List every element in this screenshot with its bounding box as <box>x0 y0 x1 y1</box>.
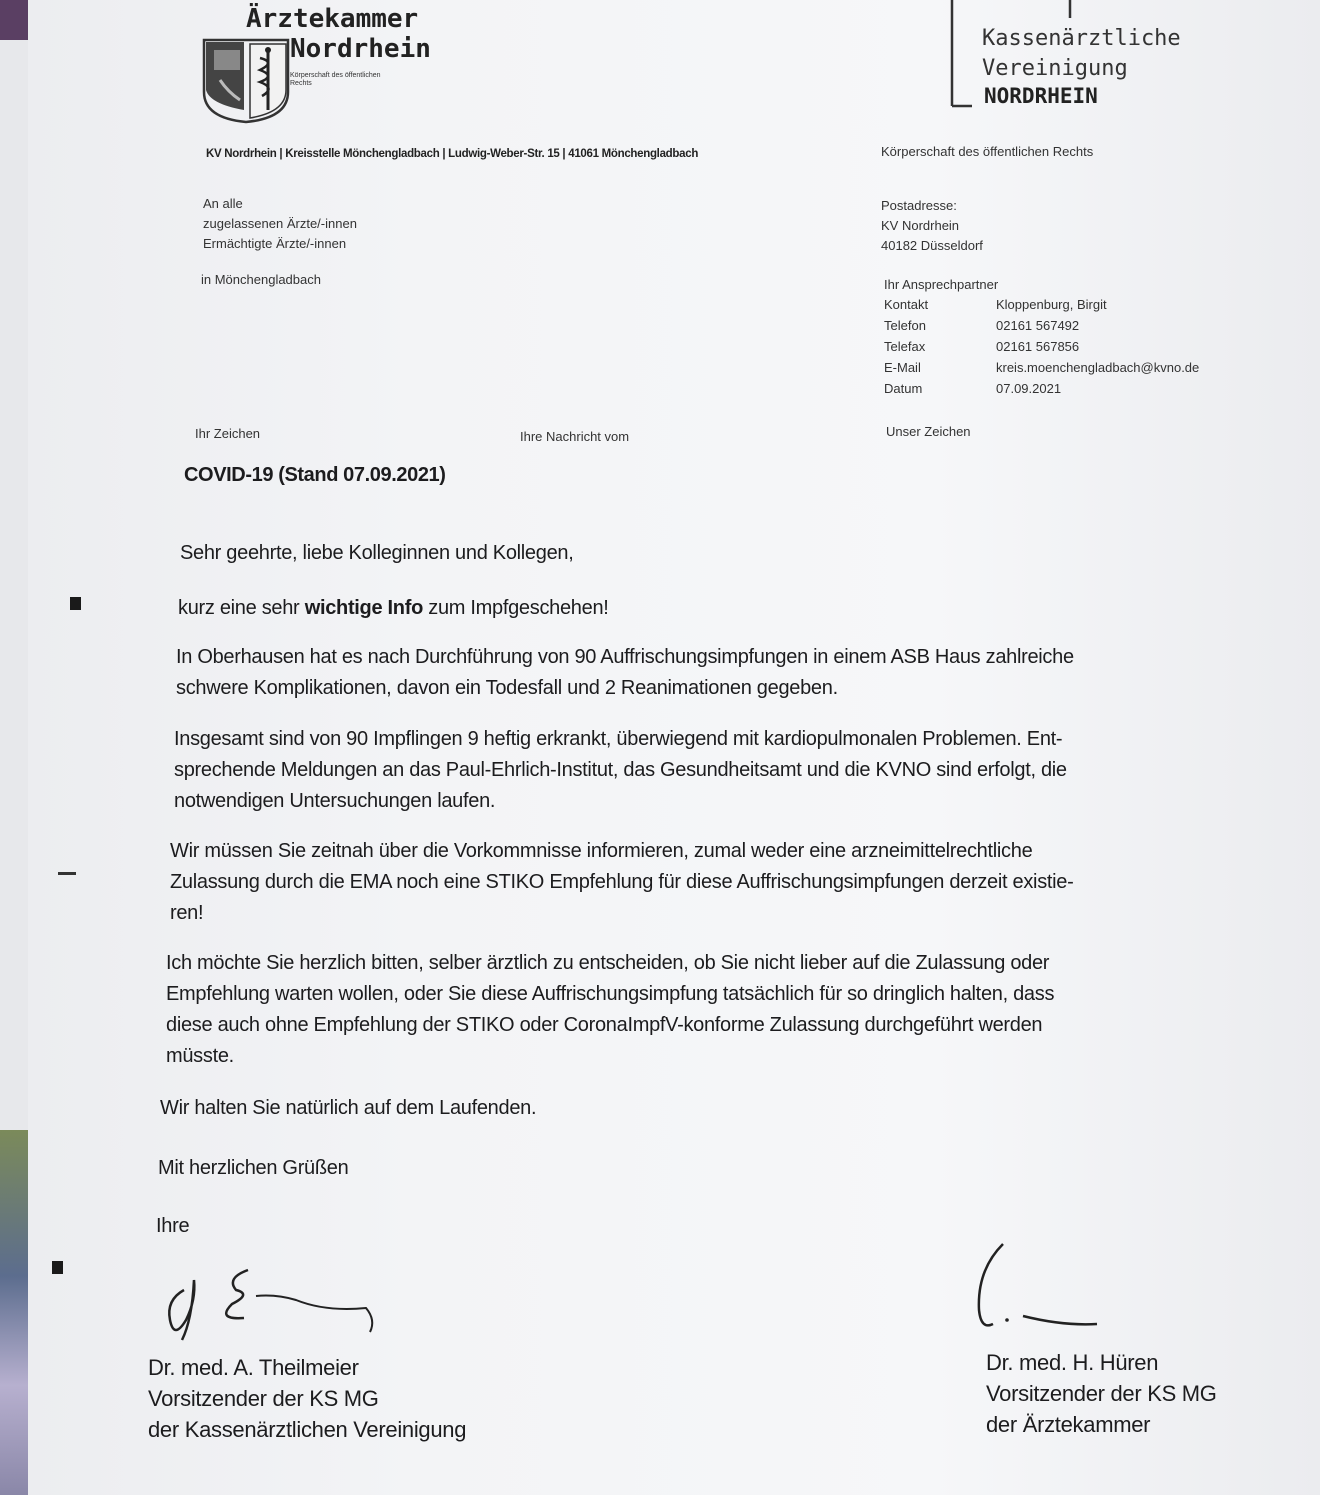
kv-title-line1: Kassenärztliche <box>982 26 1181 51</box>
paragraph-line: diese auch ohne Empfehlung der STIKO oder CoronaImpfV-konforme Zulassung durchgeführt werden <box>166 1014 1043 1036</box>
signatory-org: der Kassenärztlichen Vereinigung <box>148 1417 467 1442</box>
paragraph-line: ren! <box>170 902 204 924</box>
contact-value: 02161 567492 <box>996 318 1080 333</box>
contact-value: 02161 567856 <box>996 339 1080 354</box>
signature-right <box>963 1240 1113 1340</box>
aek-tiny-text: Körperschaft des öffentlichen Rechts <box>290 72 381 87</box>
contact-key: Telefax <box>884 339 926 354</box>
signatory-name: Dr. med. A. Theilmeier <box>148 1355 359 1380</box>
postal-label: Postadresse: <box>881 198 957 213</box>
signature-left <box>156 1260 386 1345</box>
ref-ihre-nachricht: Ihre Nachricht vom <box>520 429 630 444</box>
signatory-left <box>148 1352 466 1445</box>
contact-value: 07.09.2021 <box>996 381 1062 396</box>
contact-key: E-Mail <box>884 360 921 375</box>
paragraph-oberhausen <box>176 642 1074 704</box>
recipient-block <box>203 194 357 254</box>
letter-subject: COVID-19 (Stand 07.09.2021) <box>184 464 446 486</box>
contact-row <box>884 318 1199 339</box>
legal-status: Körperschaft des öffentlichen Rechts <box>881 144 1094 159</box>
salutation: Sehr geehrte, liebe Kolleginnen und Kollegen, <box>180 542 574 564</box>
margin-mark <box>58 872 76 875</box>
recipient-city: in Mönchengladbach <box>201 272 321 287</box>
ref-unser-zeichen: Unser Zeichen <box>886 424 971 439</box>
margin-mark <box>70 597 81 610</box>
contact-table <box>884 297 1199 402</box>
kv-title-line3: NORDRHEIN <box>984 84 1098 108</box>
paragraph-line: Empfehlung warten wollen, oder Sie diese Auffrischungsimpfung tatsächlich für so dringlich halten, dass <box>166 983 1055 1005</box>
paragraph-statistics <box>174 724 1067 817</box>
recipient-line: Ermächtigte Ärzte/-innen <box>203 236 347 251</box>
recipient-line: An alle <box>203 196 243 211</box>
paragraph-line: müsste. <box>166 1045 234 1067</box>
contact-row <box>884 381 1199 402</box>
signatory-role: Vorsitzender der KS MG <box>148 1386 379 1411</box>
closing: Mit herzlichen Grüßen <box>158 1157 349 1179</box>
signatory-name: Dr. med. H. Hüren <box>986 1350 1159 1375</box>
signatory-org: der Ärztekammer <box>986 1412 1151 1437</box>
contact-value: Kloppenburg, Birgit <box>996 297 1107 312</box>
sender-address-line: KV Nordrhein | Kreisstelle Mönchengladbach | Ludwig-Weber-Str. 15 | 41061 Mönchengladbach <box>206 148 699 160</box>
paragraph-line: schwere Komplikationen, davon ein Todesfall und 2 Reanimationen gegeben. <box>176 677 838 699</box>
signatory-right <box>986 1347 1217 1440</box>
signatory-role: Vorsitzender der KS MG <box>986 1381 1217 1406</box>
text-span: zum Impfgeschehen! <box>423 597 609 619</box>
contact-key: Datum <box>884 381 923 396</box>
postal-line: 40182 Düsseldorf <box>881 238 983 253</box>
contact-key: Telefon <box>884 318 926 333</box>
paragraph-line: Ich möchte Sie herzlich bitten, selber ärztlich zu entscheiden, ob Sie nicht lieber auf die Zulassung oder <box>166 952 1050 974</box>
contact-value: kreis.moenchengladbach@kvno.de <box>996 360 1200 375</box>
paragraph-line: Insgesamt sind von 90 Impflingen 9 heftig erkrankt, überwiegend mit kardiopulmonalen Problemen. Ent- <box>174 728 1063 750</box>
paragraph-updates: Wir halten Sie natürlich auf dem Laufenden. <box>160 1097 537 1119</box>
text-span: kurz eine sehr <box>178 597 305 619</box>
paragraph-information <box>170 836 1073 929</box>
paragraph-line: In Oberhausen hat es nach Durchführung von 90 Auffrischungsimpfungen in einem ASB Haus zahlreiche <box>176 646 1074 668</box>
contact-key: Kontakt <box>884 297 929 312</box>
paragraph-line: Wir müssen Sie zeitnah über die Vorkommnisse informieren, zumal weder eine arzneimittelrechtliche <box>170 840 1033 862</box>
kv-title-line2: Vereinigung <box>982 56 1128 81</box>
aek-title: Ärztekammer <box>246 4 419 34</box>
postal-block <box>881 196 983 256</box>
letter-page <box>28 0 1320 1495</box>
contact-row <box>884 360 1199 381</box>
paragraph-line: sprechende Meldungen an das Paul-Ehrlich-Institut, das Gesundheitsamt und die KVNO sind erfolgt, die <box>174 759 1067 781</box>
ref-ihr-zeichen: Ihr Zeichen <box>195 426 261 441</box>
contact-row <box>884 297 1199 318</box>
aek-subtitle: Nordrhein <box>290 34 431 64</box>
contact-heading: Ihr Ansprechpartner <box>884 277 999 292</box>
paragraph-line: notwendigen Untersuchungen laufen. <box>174 790 496 812</box>
bold-span: wichtige Info <box>304 597 424 619</box>
margin-mark <box>52 1261 63 1274</box>
paragraph-intro <box>178 593 609 624</box>
paragraph-request <box>166 948 1054 1072</box>
closing-ihre: Ihre <box>156 1215 190 1237</box>
postal-line: KV Nordrhein <box>881 218 960 233</box>
recipient-line: zugelassenen Ärzte/-innen <box>203 216 357 231</box>
contact-row <box>884 339 1199 360</box>
paragraph-line: Zulassung durch die EMA noch eine STIKO Empfehlung für diese Auffrischungsimpfungen derzeit existie- <box>170 871 1074 893</box>
